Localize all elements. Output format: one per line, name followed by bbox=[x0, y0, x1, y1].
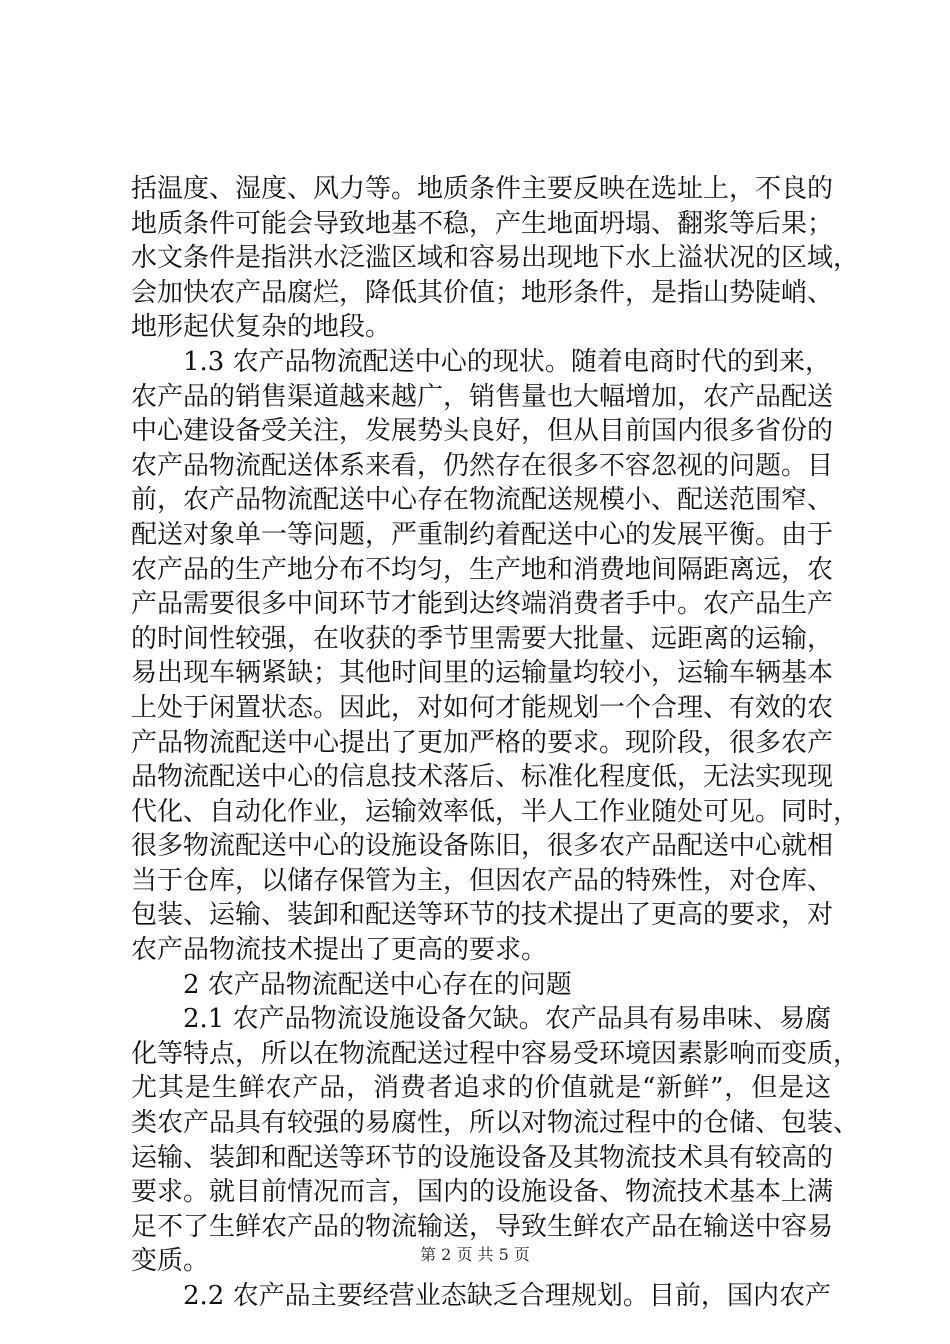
text-line: 会加快农产品腐烂，降低其价值；地形条件，是指山势陡峭、 bbox=[131, 277, 834, 308]
section-2-2-heading-line: 2.2 农产品主要经营业态缺乏合理规划。目前，国内农产 bbox=[183, 1281, 831, 1311]
text-line: 水文条件是指洪水泛滥区域和容易出现地下水上溢状况的区域， bbox=[131, 243, 860, 274]
text-line: 化等特点，所以在物流配送过程中容易受环境因素影响而变质， bbox=[131, 1038, 860, 1069]
text-line: 代化、自动化作业，运输效率低，半人工作业随处可见。同时， bbox=[131, 796, 860, 827]
text-line: 运输、装卸和配送等环节的设施设备及其物流技术具有较高的 bbox=[131, 1142, 834, 1173]
section-1-3-heading-line: 1.3 农产品物流配送中心的现状。随着电商时代的到来， bbox=[183, 346, 831, 377]
text-line: 地形起伏复杂的地段。 bbox=[131, 312, 392, 343]
text-line: 农产品物流技术提出了更高的要求。 bbox=[131, 935, 548, 966]
text-line: 中心建设备受关注，发展势头良好，但从目前国内很多省份的 bbox=[131, 416, 834, 447]
text-line: 前，农产品物流配送中心存在物流配送规模小、配送范围窄、 bbox=[131, 485, 834, 516]
text-line: 的时间性较强，在收获的季节里需要大批量、远距离的运输， bbox=[131, 623, 834, 654]
text-line: 配送对象单一等问题，严重制约着配送中心的发展平衡。由于 bbox=[131, 519, 834, 550]
text-line: 当于仓库，以储存保管为主，但因农产品的特殊性，对仓库、 bbox=[131, 865, 834, 896]
text-line: 农产品的生产地分布不均匀，生产地和消费地间隔距离远，农 bbox=[131, 554, 834, 585]
text-line: 易出现车辆紧缺；其他时间里的运输量均较小，运输车辆基本 bbox=[131, 658, 834, 689]
text-line: 农产品物流配送体系来看，仍然存在很多不容忽视的问题。目 bbox=[131, 450, 834, 481]
section-2-heading: 2 农产品物流配送中心存在的问题 bbox=[183, 969, 572, 1000]
section-2-1-heading-line: 2.1 农产品物流设施设备欠缺。农产品具有易串味、易腐 bbox=[183, 1004, 831, 1035]
text-line: 上处于闲置状态。因此，对如何才能规划一个合理、有效的农 bbox=[131, 692, 834, 723]
text-line: 很多物流配送中心的设施设备陈旧，很多农产品配送中心就相 bbox=[131, 831, 834, 862]
text-line: 产品物流配送中心提出了更加严格的要求。现阶段，很多农产 bbox=[131, 727, 834, 758]
text-line: 括温度、湿度、风力等。地质条件主要反映在选址上，不良的 bbox=[131, 174, 834, 204]
text-line: 包装、运输、装卸和配送等环节的技术提出了更高的要求，对 bbox=[131, 900, 834, 931]
text-line: 尤其是生鲜农产品，消费者追求的价值就是“新鲜”，但是这 bbox=[131, 1073, 831, 1104]
text-line: 品物流配送中心的信息技术落后、标准化程度低，无法实现现 bbox=[131, 762, 834, 793]
page-footer: 第 2 页 共 5 页 bbox=[420, 1245, 530, 1264]
text-line: 类农产品具有较强的易腐性，所以对物流过程中的仓储、包装、 bbox=[131, 1108, 860, 1139]
text-line: 要求。就目前情况而言，国内的设施设备、物流技术基本上满 bbox=[131, 1177, 834, 1208]
text-line: 农产品的销售渠道越来越广，销售量也大幅增加，农产品配送 bbox=[131, 381, 834, 412]
text-line: 产品需要很多中间环节才能到达终端消费者手中。农产品生产 bbox=[131, 589, 834, 620]
text-line: 变质。 bbox=[131, 1246, 210, 1277]
text-line: 足不了生鲜农产品的物流输送，导致生鲜农产品在输送中容易 bbox=[131, 1211, 834, 1242]
text-line: 地质条件可能会导致地基不稳，产生地面坍塌、翻浆等后果； bbox=[131, 208, 834, 239]
body-text bbox=[131, 172, 860, 1314]
